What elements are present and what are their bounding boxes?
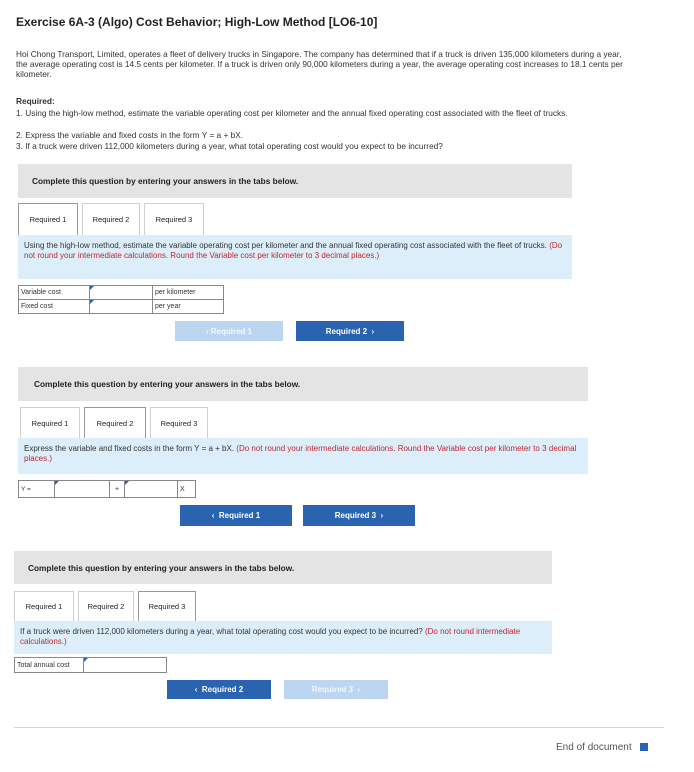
question-text-1: Using the high-low method, estimate the variable operating cost per kilometer and the annual fixed operating cost associated with the fleet of trucks.: [24, 241, 547, 250]
y-equals-label: Y =: [18, 480, 55, 498]
chevron-left-icon: ‹: [205, 326, 211, 336]
variable-cost-unit: per kilometer: [152, 285, 224, 300]
tab-required-3[interactable]: Required 3: [150, 407, 208, 438]
total-annual-cost-input[interactable]: [83, 657, 167, 673]
prev-button-1[interactable]: ‹ Required 1: [175, 321, 283, 341]
tab-required-2[interactable]: Required 2: [78, 591, 134, 621]
intro-text: Hoi Chong Transport, Limited, operates a fleet of delivery trucks in Singapore. The company has determined that if a truck is driven 135,000 kilometers during a year, the average operating cost is 14.5 cents per kilometer. If a truck is driven only 90,000 kilometers during a year, the average operating cost increases to 18.1 cents per kilometer.: [16, 49, 623, 79]
total-annual-cost-label: Total annual cost: [14, 657, 84, 673]
page-title: Exercise 6A-3 (Algo) Cost Behavior; High-Low Method [LO6-10]: [16, 15, 378, 29]
instruction-text-2: (Do not round your intermediate calculations. Round the Variable cost per kilometer to 3 decimal places.): [24, 444, 577, 463]
end-marker-icon: [640, 743, 648, 751]
instruction-text-1: (Do not round your intermediate calculations. Round the Variable cost per kilometer to 3 decimal places.): [24, 241, 563, 260]
end-of-document: [556, 740, 648, 754]
fixed-cost-label: Fixed cost: [18, 299, 90, 314]
tab-required-1[interactable]: Required 1: [18, 203, 78, 235]
instruction-text-3: (Do not round intermediate calculations.): [20, 627, 521, 646]
chevron-left-icon: ‹: [194, 685, 202, 694]
tab-required-2[interactable]: Required 2: [84, 407, 146, 438]
required-item-2: 2. Express the variable and fixed costs in the form Y = a + bX.: [16, 130, 244, 140]
variable-cost-b-input[interactable]: [124, 480, 178, 498]
variable-cost-label: Variable cost: [18, 285, 90, 300]
footer-divider: [14, 727, 664, 728]
x-label: X: [177, 480, 196, 498]
plus-sign: +: [109, 480, 125, 498]
tab-required-1[interactable]: Required 1: [20, 407, 80, 438]
next-button-3[interactable]: Required 3 ›: [284, 680, 388, 699]
fixed-cost-input[interactable]: [89, 299, 153, 314]
chevron-right-icon: ›: [353, 685, 361, 694]
end-of-document-text: End of document: [556, 741, 632, 753]
question-box-1: [18, 235, 572, 279]
prev-button-3[interactable]: ‹ Required 2: [167, 680, 271, 699]
instructions-banner-2: Complete this question by entering your answers in the tabs below.: [18, 367, 588, 401]
chevron-right-icon: ›: [367, 326, 375, 336]
required-heading: Required:: [16, 96, 55, 106]
question-box-2: [18, 438, 588, 474]
fixed-cost-a-input[interactable]: [54, 480, 110, 498]
question-text-2: Express the variable and fixed costs in the form Y = a + bX.: [24, 444, 235, 453]
question-text-3: If a truck were driven 112,000 kilometers during a year, what total operating cost would you expect to be incurred?: [20, 627, 423, 636]
required-item-1: 1. Using the high-low method, estimate the variable operating cost per kilometer and the annual fixed operating cost associated with the fleet of trucks.: [16, 108, 568, 118]
tab-required-3[interactable]: Required 3: [144, 203, 204, 235]
next-button-1[interactable]: Required 2 ›: [296, 321, 404, 341]
required-item-3: 3. If a truck were driven 112,000 kilometers during a year, what total operating cost would you expect to be incurred?: [16, 141, 443, 151]
instructions-banner-1: Complete this question by entering your answers in the tabs below.: [18, 164, 572, 198]
chevron-left-icon: ‹: [211, 511, 219, 520]
tab-required-1[interactable]: Required 1: [14, 591, 74, 621]
prev-button-2[interactable]: ‹ Required 1: [180, 505, 292, 526]
variable-cost-input[interactable]: [89, 285, 153, 300]
instructions-banner-3: Complete this question by entering your answers in the tabs below.: [14, 551, 552, 584]
chevron-right-icon: ›: [376, 511, 384, 520]
fixed-cost-unit: per year: [152, 299, 224, 314]
tab-required-3[interactable]: Required 3: [138, 591, 196, 621]
next-button-2[interactable]: Required 3 ›: [303, 505, 415, 526]
question-box-3: [14, 621, 552, 654]
tab-required-2[interactable]: Required 2: [82, 203, 140, 235]
